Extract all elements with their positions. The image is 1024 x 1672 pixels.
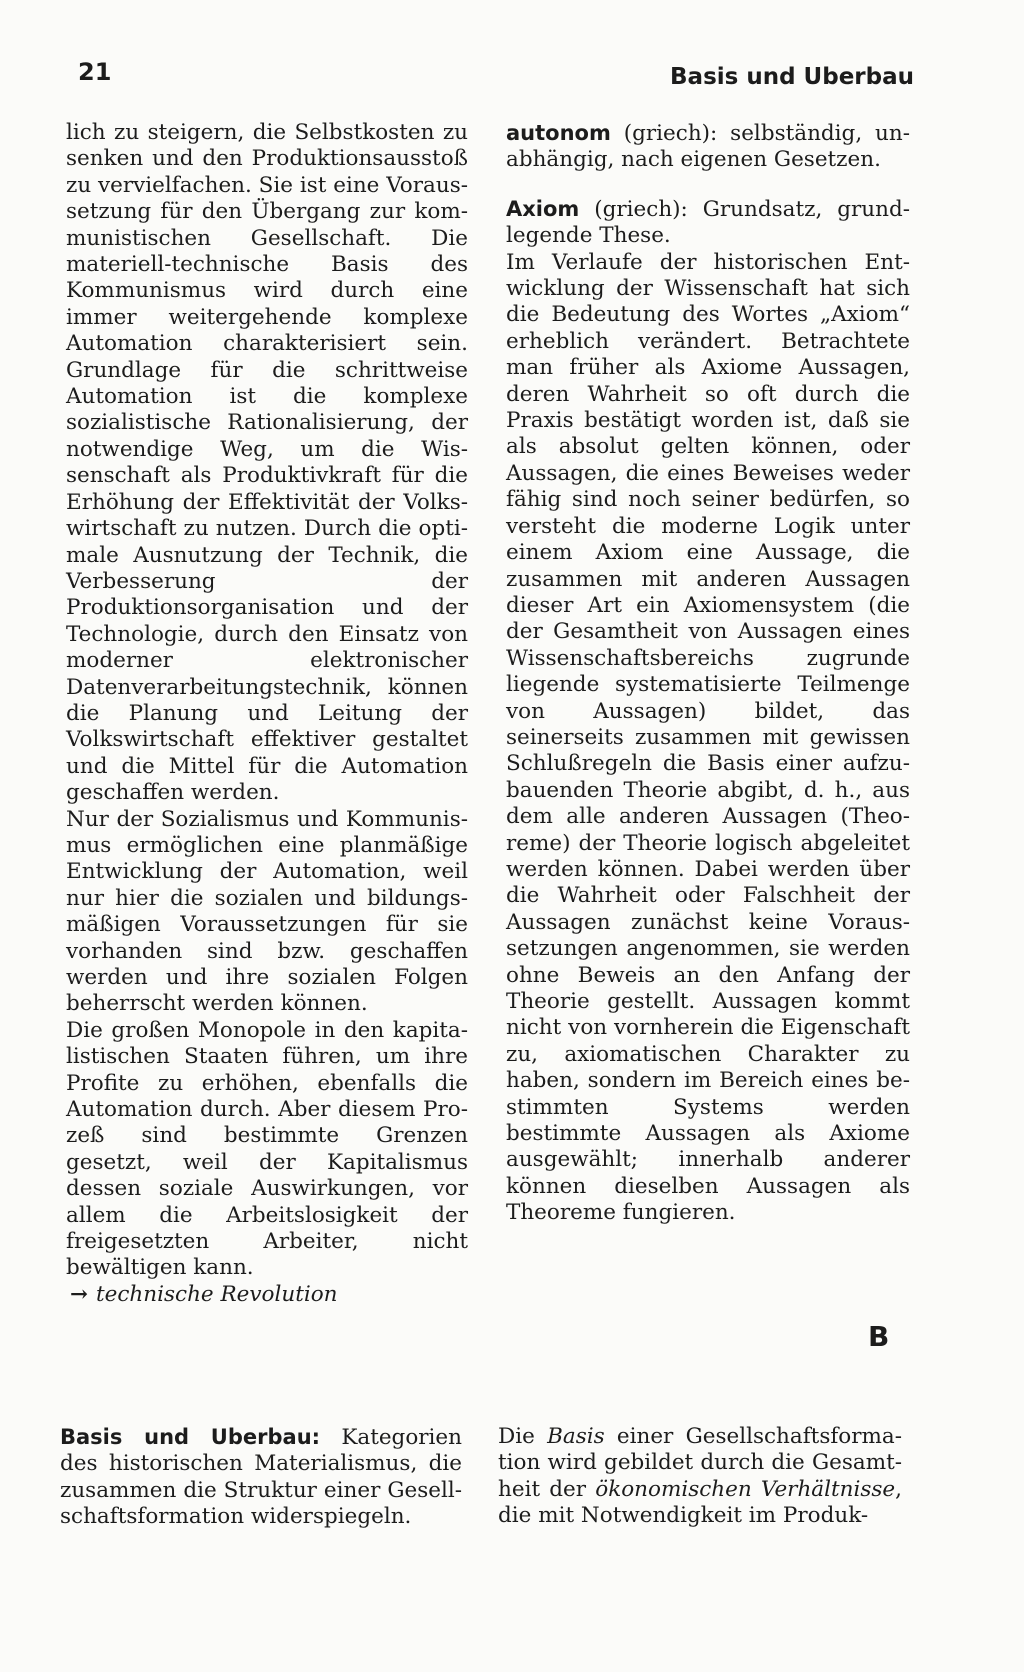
right-column [506,120,910,1227]
body-text: , die mit Notwendigkeit im Produk- [498,1476,902,1529]
entry-definition-autonom: (griech): selbständig, unabhängig, nach eigenen Gesetzen. [506,121,910,173]
paragraph-automation-continued: lich zu steigern, die Selbstkosten zu senken und den Produktionsausstoß zu vervielfachen. Sie ist eine Voraussetzung für den Übergang zur kommunistischen Gesellschaft. Die materiell-technische Basis des Kommunismus wird durch eine immer weitergehende komplexe Automation charakterisiert sein. Grundlage für die schrittweise Automation ist die komplexe sozialistische Rationalisierung, der notwendige Weg, um die Wissenschaft als Produktivkraft für die Erhöhung der Effektivität der Volkswirtschaft zu nutzen. Durch die optimale Ausnutzung der Technik, die Verbesserung der Produktionsorganisation und der Technologie, durch den Einsatz von moderner elektronischer Datenverarbeitungstechnik, können die Planung und Leitung der Volkswirtschaft effektiver gestaltet und die Mittel für die Automation geschaffen werden. [66,120,468,806]
entry-axiom [506,196,910,250]
entry-body-axiom: Im Verlaufe der historischen Entwicklung der Wissenschaft hat sich die Bedeutung des Wortes „Axiom“ erheblich verändert. Betrachtete man früher als Axiome Aussagen, deren Wahrheit so oft durch die Praxis bestätigt worden ist, daß sie als absolut gelten können, oder Aussagen, die eines Beweises weder fähig sind noch seiner bedürfen, so versteht die moderne Logik unter einem Axiom eine Aussage, die zusammen mit anderen Aussagen dieser Art ein Axiomensystem (die der Gesamtheit von Aussagen eines Wissenschaftsbereichs zugrunde liegende systematisierte Teilmenge von Aussagen) bildet, das seinerseits zusammen mit gewissen Schlußregeln die Basis einer aufzubauenden Theorie abgibt, d. h., aus dem alle anderen Aussagen (Theoreme) der Theorie logisch abgeleitet werden können. Dabei werden über die Wahrheit oder Falschheit der Aussagen zunächst keine Voraussetzungen angenommen, sie werden ohne Beweis an den Anfang der Theorie gestellt. Aussagen kommt nicht von vornherein die Eigenschaft zu, axiomatischen Charakter zu haben, sondern im Bereich eines bestimmten Systems werden bestimmte Aussagen als Axiome ausgewählt; innerhalb anderer können dieselben Aussagen als Theoreme fungieren. [506,249,910,1226]
emphasis-oekonomische-verhaeltnisse: ökonomischen Verhältnisse [595,1476,896,1502]
body-text: Die [498,1424,548,1449]
entry-basis-und-uberbau [60,1424,462,1531]
entry-spacer [506,174,910,196]
entry-definition-axiom: (griech): Grundsatz, grundlegende These. [506,196,910,249]
entry-basis-body [498,1424,902,1530]
paragraph-monopolies: Die großen Monopole in den kapitalistischen Staaten führen, um ihre Profite zu erhöhen, ebenfalls die Automation durch. Aber diesem Prozeß sind bestimmte Grenzen gesetzt, weil der Kapitalismus dessen soziale Auswirkungen, vor allem die Arbeitslosigkeit der freigesetzten Arbeiter, nicht bewältigen kann. [66,1017,468,1281]
paragraph-socialism-automation: Nur der Sozialismus und Kommunismus ermöglichen eine planmäßige Entwicklung der Automation, weil nur hier die sozialen und bildungsmäßigen Voraussetzungen für sie vorhanden sind bzw. geschaffen werden und ihre sozialen Folgen beherrscht werden können. [66,806,468,1017]
entry-term-autonom: autonom [506,121,611,145]
page-number: 21 [78,58,112,86]
entry-term-axiom: Axiom [506,196,580,221]
entry-definition-basis: Kategorien des historischen Materialismus, die zusammen die Struktur einer Gesellschaftsformation widerspiegeln. [60,1425,462,1530]
emphasis-basis: Basis [547,1424,605,1449]
arrow-right-icon: → [70,1281,89,1307]
left-column [66,120,468,1308]
see-also-reference[interactable] [66,1282,468,1308]
entry-term-basis: Basis und Uberbau: [60,1425,321,1449]
entry-autonom [506,120,910,174]
section-letter: B [868,1320,890,1353]
running-title: Basis und Uberbau [670,64,914,90]
see-also-text: technische Revolution [96,1281,338,1307]
body-text: einer Gesellschaftsformation wird gebildet durch die Gesamtheit der [498,1424,902,1502]
